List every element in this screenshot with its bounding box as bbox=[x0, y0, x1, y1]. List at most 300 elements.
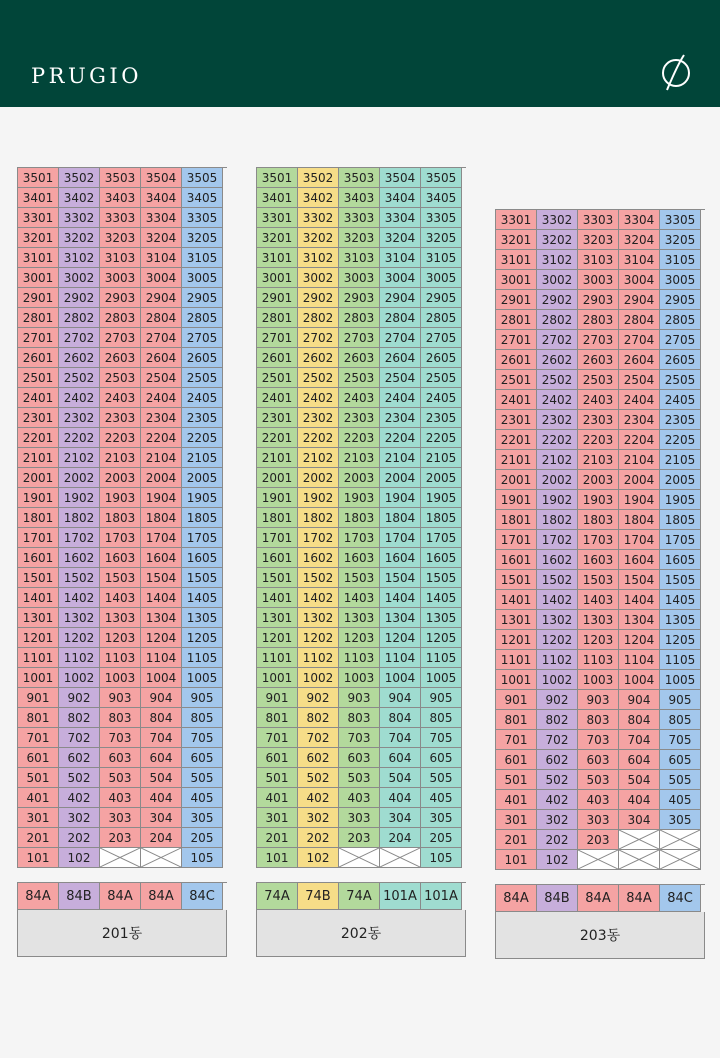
unit-cell: 3205 bbox=[182, 228, 223, 248]
unit-cell: 3405 bbox=[421, 188, 462, 208]
floor-row-4 bbox=[496, 790, 705, 810]
unit-type-label: 74A bbox=[257, 883, 298, 910]
unit-cell: 1301 bbox=[257, 608, 298, 628]
unit-cell: 202 bbox=[537, 830, 578, 850]
unit-cell: 1402 bbox=[298, 588, 339, 608]
building-202 bbox=[256, 167, 466, 957]
unit-cell: 803 bbox=[100, 708, 141, 728]
unit-cell: 3102 bbox=[537, 250, 578, 270]
unit-cell: 805 bbox=[660, 710, 701, 730]
floor-row-21 bbox=[496, 450, 705, 470]
unit-cell: 2502 bbox=[59, 368, 100, 388]
unit-cell: 903 bbox=[339, 688, 380, 708]
unit-cell: 1302 bbox=[59, 608, 100, 628]
unit-cell: 403 bbox=[339, 788, 380, 808]
unit-cell: 1505 bbox=[421, 568, 462, 588]
floor-row-13 bbox=[496, 610, 705, 630]
unit-cell: 2803 bbox=[339, 308, 380, 328]
unit-cell: 1002 bbox=[537, 670, 578, 690]
unit-cell: 301 bbox=[496, 810, 537, 830]
unit-cell: 602 bbox=[59, 748, 100, 768]
unit-cell: 101 bbox=[257, 848, 298, 868]
floor-row-13 bbox=[18, 608, 227, 628]
unit-cell: 203 bbox=[578, 830, 619, 850]
floor-row-10 bbox=[18, 668, 227, 688]
unit-cell: 1403 bbox=[100, 588, 141, 608]
unit-cell: 1805 bbox=[660, 510, 701, 530]
unit-cell: 3501 bbox=[18, 168, 59, 188]
unit-cell: 3002 bbox=[537, 270, 578, 290]
empty-unit bbox=[380, 848, 421, 868]
unit-cell: 1505 bbox=[660, 570, 701, 590]
unit-cell: 1003 bbox=[100, 668, 141, 688]
unit-cell: 2305 bbox=[182, 408, 223, 428]
unit-cell: 2103 bbox=[339, 448, 380, 468]
unit-cell: 2905 bbox=[182, 288, 223, 308]
unit-cell: 3304 bbox=[619, 210, 660, 230]
unit-cell: 3103 bbox=[339, 248, 380, 268]
unit-cell: 2704 bbox=[380, 328, 421, 348]
unit-cell: 2102 bbox=[298, 448, 339, 468]
unit-cell: 2402 bbox=[537, 390, 578, 410]
unit-cell: 1705 bbox=[421, 528, 462, 548]
unit-cell: 602 bbox=[537, 750, 578, 770]
floor-row-8 bbox=[496, 710, 705, 730]
unit-cell: 703 bbox=[100, 728, 141, 748]
unit-cell: 502 bbox=[59, 768, 100, 788]
unit-cell: 2001 bbox=[257, 468, 298, 488]
empty-unit bbox=[100, 848, 141, 868]
unit-cell: 2305 bbox=[421, 408, 462, 428]
floor-row-23 bbox=[18, 408, 227, 428]
unit-cell: 2104 bbox=[141, 448, 182, 468]
floor-row-11 bbox=[18, 648, 227, 668]
unit-cell: 2201 bbox=[257, 428, 298, 448]
unit-cell: 603 bbox=[578, 750, 619, 770]
unit-cell: 2105 bbox=[421, 448, 462, 468]
unit-cell: 2504 bbox=[619, 370, 660, 390]
floor-row-31 bbox=[18, 248, 227, 268]
floor-row-20 bbox=[496, 470, 705, 490]
unit-cell: 601 bbox=[18, 748, 59, 768]
unit-cell: 2905 bbox=[660, 290, 701, 310]
unit-cell: 1902 bbox=[59, 488, 100, 508]
unit-grid bbox=[256, 167, 466, 868]
unit-cell: 501 bbox=[496, 770, 537, 790]
unit-cell: 2801 bbox=[496, 310, 537, 330]
unit-cell: 505 bbox=[182, 768, 223, 788]
unit-cell: 2003 bbox=[578, 470, 619, 490]
unit-cell: 1604 bbox=[619, 550, 660, 570]
unit-cell: 902 bbox=[537, 690, 578, 710]
unit-cell: 301 bbox=[18, 808, 59, 828]
unit-cell: 3302 bbox=[298, 208, 339, 228]
unit-cell: 2005 bbox=[182, 468, 223, 488]
unit-cell: 1203 bbox=[578, 630, 619, 650]
unit-cell: 2004 bbox=[380, 468, 421, 488]
floor-row-21 bbox=[257, 448, 466, 468]
unit-cell: 2301 bbox=[496, 410, 537, 430]
unit-cell: 1704 bbox=[380, 528, 421, 548]
unit-cell: 2605 bbox=[660, 350, 701, 370]
unit-cell: 3005 bbox=[421, 268, 462, 288]
unit-cell: 401 bbox=[18, 788, 59, 808]
unit-cell: 1503 bbox=[100, 568, 141, 588]
unit-type-label: 74A bbox=[339, 883, 380, 910]
unit-cell: 301 bbox=[257, 808, 298, 828]
unit-cell: 705 bbox=[421, 728, 462, 748]
unit-cell: 1801 bbox=[496, 510, 537, 530]
unit-cell: 1805 bbox=[421, 508, 462, 528]
unit-cell: 401 bbox=[496, 790, 537, 810]
unit-cell: 1204 bbox=[141, 628, 182, 648]
unit-cell: 2702 bbox=[537, 330, 578, 350]
unit-cell: 1901 bbox=[496, 490, 537, 510]
unit-cell: 1505 bbox=[182, 568, 223, 588]
unit-cell: 2402 bbox=[59, 388, 100, 408]
unit-cell: 3404 bbox=[141, 188, 182, 208]
unit-cell: 3104 bbox=[619, 250, 660, 270]
unit-cell: 2505 bbox=[182, 368, 223, 388]
unit-cell: 1703 bbox=[578, 530, 619, 550]
unit-cell: 3204 bbox=[619, 230, 660, 250]
unit-cell: 3301 bbox=[257, 208, 298, 228]
unit-cell: 2002 bbox=[298, 468, 339, 488]
unit-cell: 2405 bbox=[421, 388, 462, 408]
unit-cell: 1304 bbox=[619, 610, 660, 630]
unit-cell: 2404 bbox=[619, 390, 660, 410]
unit-cell: 603 bbox=[100, 748, 141, 768]
unit-cell: 604 bbox=[619, 750, 660, 770]
unit-cell: 3401 bbox=[18, 188, 59, 208]
unit-cell: 1102 bbox=[298, 648, 339, 668]
unit-cell: 1602 bbox=[537, 550, 578, 570]
floor-row-6 bbox=[18, 748, 227, 768]
floor-row-34 bbox=[257, 188, 466, 208]
unit-cell: 203 bbox=[339, 828, 380, 848]
floor-row-32 bbox=[18, 228, 227, 248]
unit-cell: 604 bbox=[141, 748, 182, 768]
unit-cell: 2901 bbox=[257, 288, 298, 308]
floor-row-2 bbox=[18, 828, 227, 848]
unit-type-label: 84A bbox=[619, 885, 660, 912]
floor-row-13 bbox=[257, 608, 466, 628]
floor-row-11 bbox=[257, 648, 466, 668]
unit-cell: 901 bbox=[496, 690, 537, 710]
unit-cell: 2302 bbox=[59, 408, 100, 428]
unit-cell: 1302 bbox=[537, 610, 578, 630]
unit-cell: 1502 bbox=[537, 570, 578, 590]
unit-cell: 2004 bbox=[141, 468, 182, 488]
unit-type-row bbox=[256, 882, 466, 910]
unit-cell: 303 bbox=[100, 808, 141, 828]
unit-cell: 2202 bbox=[298, 428, 339, 448]
unit-cell: 1803 bbox=[578, 510, 619, 530]
floor-row-26 bbox=[257, 348, 466, 368]
unit-cell: 1502 bbox=[59, 568, 100, 588]
unit-cell: 1903 bbox=[339, 488, 380, 508]
unit-cell: 2001 bbox=[18, 468, 59, 488]
unit-cell: 1702 bbox=[59, 528, 100, 548]
unit-cell: 3305 bbox=[660, 210, 701, 230]
floor-row-28 bbox=[18, 308, 227, 328]
unit-cell: 1701 bbox=[18, 528, 59, 548]
unit-cell: 801 bbox=[496, 710, 537, 730]
unit-cell: 1703 bbox=[339, 528, 380, 548]
unit-cell: 2304 bbox=[619, 410, 660, 430]
unit-cell: 2103 bbox=[578, 450, 619, 470]
unit-cell: 1803 bbox=[100, 508, 141, 528]
unit-cell: 2501 bbox=[18, 368, 59, 388]
unit-cell: 702 bbox=[298, 728, 339, 748]
floor-row-29 bbox=[257, 288, 466, 308]
floor-row-28 bbox=[496, 310, 705, 330]
unit-cell: 2101 bbox=[496, 450, 537, 470]
unit-cell: 1003 bbox=[578, 670, 619, 690]
unit-cell: 1803 bbox=[339, 508, 380, 528]
unit-cell: 3402 bbox=[59, 188, 100, 208]
floor-row-6 bbox=[257, 748, 466, 768]
unit-cell: 2502 bbox=[537, 370, 578, 390]
unit-cell: 2601 bbox=[257, 348, 298, 368]
building-201 bbox=[17, 167, 227, 957]
unit-cell: 1404 bbox=[141, 588, 182, 608]
floor-row-3 bbox=[496, 810, 705, 830]
unit-cell: 3305 bbox=[421, 208, 462, 228]
unit-cell: 1605 bbox=[421, 548, 462, 568]
unit-cell: 503 bbox=[339, 768, 380, 788]
unit-cell: 2901 bbox=[18, 288, 59, 308]
unit-cell: 2601 bbox=[18, 348, 59, 368]
unit-cell: 3503 bbox=[100, 168, 141, 188]
unit-cell: 3002 bbox=[298, 268, 339, 288]
unit-cell: 405 bbox=[421, 788, 462, 808]
unit-cell: 402 bbox=[537, 790, 578, 810]
unit-cell: 1404 bbox=[380, 588, 421, 608]
unit-cell: 2903 bbox=[339, 288, 380, 308]
unit-cell: 1601 bbox=[257, 548, 298, 568]
unit-cell: 2904 bbox=[619, 290, 660, 310]
unit-type-label: 84A bbox=[578, 885, 619, 912]
floor-row-2 bbox=[257, 828, 466, 848]
unit-cell: 3004 bbox=[141, 268, 182, 288]
unit-cell: 3105 bbox=[421, 248, 462, 268]
unit-cell: 1401 bbox=[18, 588, 59, 608]
unit-cell: 2803 bbox=[578, 310, 619, 330]
unit-cell: 1002 bbox=[59, 668, 100, 688]
unit-cell: 3401 bbox=[257, 188, 298, 208]
unit-cell: 904 bbox=[619, 690, 660, 710]
floor-row-15 bbox=[18, 568, 227, 588]
unit-cell: 2505 bbox=[660, 370, 701, 390]
unit-cell: 1701 bbox=[496, 530, 537, 550]
unit-cell: 2601 bbox=[496, 350, 537, 370]
unit-cell: 1105 bbox=[660, 650, 701, 670]
unit-cell: 2404 bbox=[380, 388, 421, 408]
unit-cell: 2002 bbox=[59, 468, 100, 488]
unit-cell: 3103 bbox=[100, 248, 141, 268]
floor-row-27 bbox=[496, 330, 705, 350]
unit-cell: 1605 bbox=[182, 548, 223, 568]
floor-row-3 bbox=[257, 808, 466, 828]
unit-cell: 1702 bbox=[537, 530, 578, 550]
unit-cell: 902 bbox=[59, 688, 100, 708]
unit-cell: 2703 bbox=[339, 328, 380, 348]
unit-type-label: 101A bbox=[380, 883, 421, 910]
unit-cell: 1701 bbox=[257, 528, 298, 548]
floor-row-19 bbox=[18, 488, 227, 508]
floor-row-9 bbox=[257, 688, 466, 708]
unit-cell: 2801 bbox=[257, 308, 298, 328]
unit-cell: 3203 bbox=[578, 230, 619, 250]
unit-cell: 2202 bbox=[59, 428, 100, 448]
unit-cell: 2804 bbox=[141, 308, 182, 328]
unit-cell: 2005 bbox=[421, 468, 462, 488]
unit-cell: 2501 bbox=[257, 368, 298, 388]
unit-cell: 2202 bbox=[537, 430, 578, 450]
floor-row-30 bbox=[496, 270, 705, 290]
unit-cell: 2903 bbox=[100, 288, 141, 308]
unit-cell: 703 bbox=[578, 730, 619, 750]
floor-row-12 bbox=[18, 628, 227, 648]
unit-cell: 405 bbox=[182, 788, 223, 808]
unit-cell: 1104 bbox=[619, 650, 660, 670]
unit-cell: 3205 bbox=[660, 230, 701, 250]
floor-row-27 bbox=[257, 328, 466, 348]
unit-cell: 802 bbox=[59, 708, 100, 728]
unit-cell: 3201 bbox=[18, 228, 59, 248]
unit-cell: 1904 bbox=[380, 488, 421, 508]
unit-cell: 905 bbox=[421, 688, 462, 708]
unit-cell: 2902 bbox=[59, 288, 100, 308]
unit-cell: 1403 bbox=[339, 588, 380, 608]
unit-cell: 704 bbox=[380, 728, 421, 748]
unit-cell: 1003 bbox=[339, 668, 380, 688]
unit-cell: 2503 bbox=[339, 368, 380, 388]
unit-cell: 201 bbox=[496, 830, 537, 850]
unit-cell: 2604 bbox=[380, 348, 421, 368]
floor-row-1 bbox=[257, 848, 466, 868]
unit-cell: 2002 bbox=[537, 470, 578, 490]
unit-cell: 2801 bbox=[18, 308, 59, 328]
unit-cell: 2401 bbox=[496, 390, 537, 410]
floor-row-31 bbox=[496, 250, 705, 270]
unit-cell: 3504 bbox=[380, 168, 421, 188]
unit-cell: 3501 bbox=[257, 168, 298, 188]
empty-unit bbox=[619, 830, 660, 850]
unit-cell: 105 bbox=[182, 848, 223, 868]
unit-cell: 2305 bbox=[660, 410, 701, 430]
unit-cell: 605 bbox=[660, 750, 701, 770]
unit-cell: 2003 bbox=[339, 468, 380, 488]
unit-type-label: 84A bbox=[141, 883, 182, 910]
unit-cell: 1202 bbox=[537, 630, 578, 650]
unit-cell: 2704 bbox=[619, 330, 660, 350]
floor-row-28 bbox=[257, 308, 466, 328]
unit-cell: 2302 bbox=[298, 408, 339, 428]
floor-row-21 bbox=[18, 448, 227, 468]
unit-cell: 2604 bbox=[619, 350, 660, 370]
unit-cell: 804 bbox=[380, 708, 421, 728]
unit-cell: 3202 bbox=[59, 228, 100, 248]
unit-cell: 3304 bbox=[141, 208, 182, 228]
unit-cell: 305 bbox=[660, 810, 701, 830]
unit-cell: 1105 bbox=[421, 648, 462, 668]
unit-cell: 702 bbox=[59, 728, 100, 748]
unit-cell: 2703 bbox=[578, 330, 619, 350]
unit-cell: 2303 bbox=[100, 408, 141, 428]
unit-cell: 804 bbox=[141, 708, 182, 728]
unit-cell: 2805 bbox=[660, 310, 701, 330]
unit-cell: 404 bbox=[141, 788, 182, 808]
unit-cell: 3302 bbox=[59, 208, 100, 228]
floor-row-12 bbox=[257, 628, 466, 648]
unit-cell: 1405 bbox=[421, 588, 462, 608]
unit-cell: 2104 bbox=[380, 448, 421, 468]
floor-row-25 bbox=[257, 368, 466, 388]
unit-cell: 305 bbox=[182, 808, 223, 828]
header-bar bbox=[0, 0, 720, 107]
unit-cell: 2701 bbox=[257, 328, 298, 348]
unit-cell: 2205 bbox=[660, 430, 701, 450]
unit-cell: 1001 bbox=[257, 668, 298, 688]
unit-cell: 201 bbox=[18, 828, 59, 848]
unit-cell: 1302 bbox=[298, 608, 339, 628]
unit-cell: 1801 bbox=[18, 508, 59, 528]
empty-unit bbox=[660, 850, 701, 870]
unit-cell: 1201 bbox=[257, 628, 298, 648]
unit-cell: 2802 bbox=[298, 308, 339, 328]
floor-row-11 bbox=[496, 650, 705, 670]
unit-cell: 504 bbox=[619, 770, 660, 790]
unit-cell: 105 bbox=[421, 848, 462, 868]
floor-row-4 bbox=[18, 788, 227, 808]
unit-cell: 2905 bbox=[421, 288, 462, 308]
unit-cell: 1504 bbox=[141, 568, 182, 588]
unit-cell: 1303 bbox=[578, 610, 619, 630]
unit-cell: 303 bbox=[578, 810, 619, 830]
unit-cell: 505 bbox=[421, 768, 462, 788]
unit-cell: 1102 bbox=[537, 650, 578, 670]
unit-cell: 503 bbox=[578, 770, 619, 790]
unit-cell: 1704 bbox=[619, 530, 660, 550]
floor-row-16 bbox=[18, 548, 227, 568]
unit-cell: 1402 bbox=[537, 590, 578, 610]
floor-row-26 bbox=[496, 350, 705, 370]
unit-cell: 2804 bbox=[619, 310, 660, 330]
unit-type-label: 84A bbox=[18, 883, 59, 910]
unit-cell: 2701 bbox=[18, 328, 59, 348]
unit-cell: 202 bbox=[59, 828, 100, 848]
unit-cell: 2904 bbox=[380, 288, 421, 308]
unit-cell: 1703 bbox=[100, 528, 141, 548]
unit-cell: 1401 bbox=[496, 590, 537, 610]
unit-cell: 3203 bbox=[339, 228, 380, 248]
unit-cell: 1001 bbox=[496, 670, 537, 690]
unit-cell: 2505 bbox=[421, 368, 462, 388]
unit-cell: 1705 bbox=[660, 530, 701, 550]
unit-type-row bbox=[17, 882, 227, 910]
floor-row-35 bbox=[18, 168, 227, 188]
empty-unit bbox=[619, 850, 660, 870]
unit-cell: 2805 bbox=[182, 308, 223, 328]
floor-row-5 bbox=[496, 770, 705, 790]
unit-cell: 1104 bbox=[141, 648, 182, 668]
floor-row-33 bbox=[496, 210, 705, 230]
unit-cell: 801 bbox=[257, 708, 298, 728]
unit-cell: 2504 bbox=[380, 368, 421, 388]
unit-cell: 2102 bbox=[537, 450, 578, 470]
